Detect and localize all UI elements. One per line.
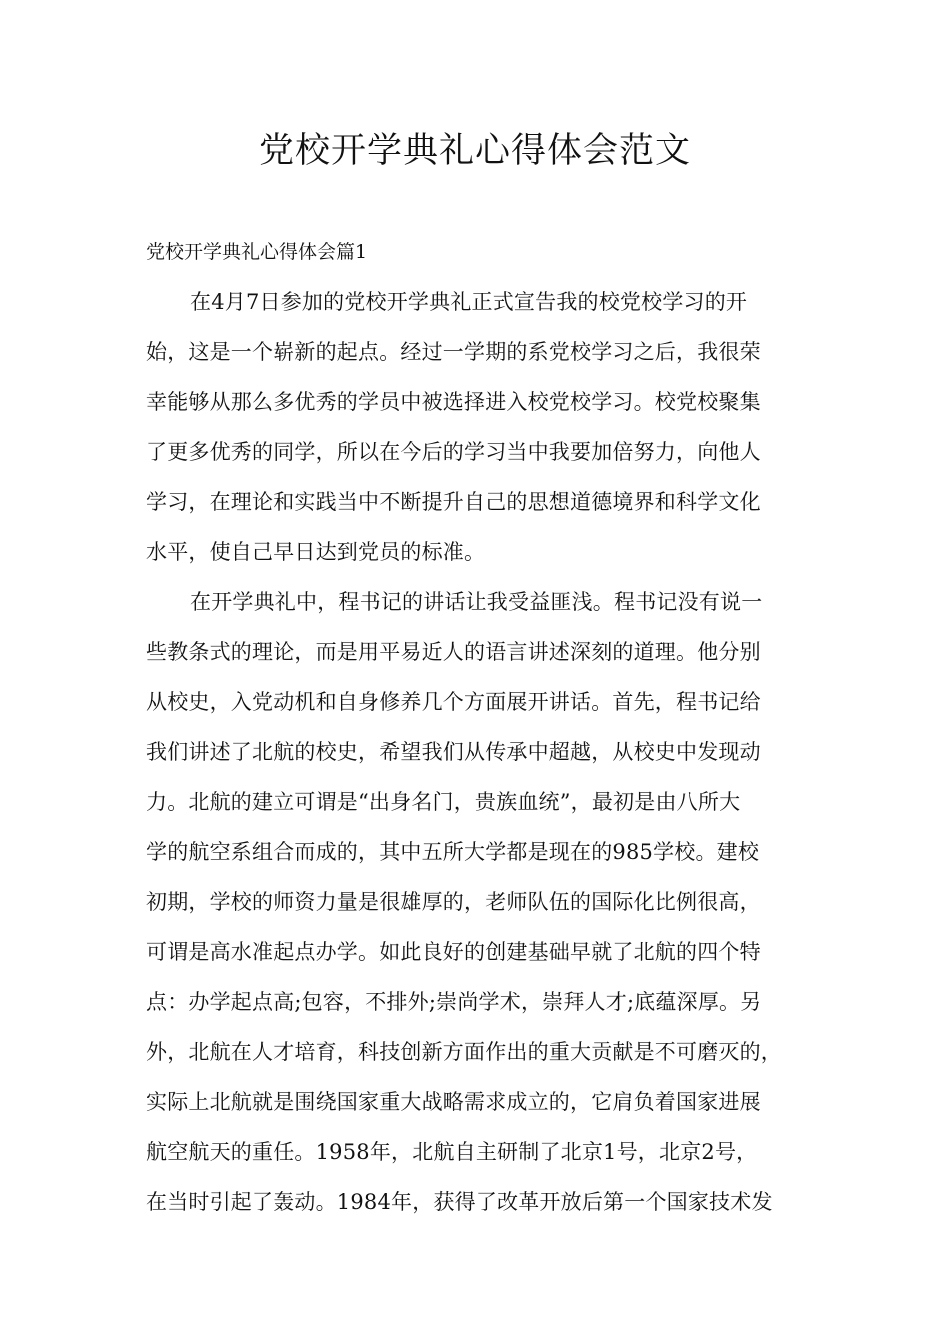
paragraph-1-line-4: 了更多优秀的同学，所以在今后的学习当中我要加倍努力，向他人 [146, 440, 761, 464]
paragraph-2-line-6: 学的航空系组合而成的，其中五所大学都是现在的985学校。建校 [146, 840, 760, 864]
paragraph-2-line-11: 实际上北航就是围绕国家重大战略需求成立的，它肩负着国家进展 [146, 1090, 761, 1114]
paragraph-2-line-5: 力。北航的建立可谓是“出身名门，贵族血统”，最初是由八所大 [146, 790, 741, 814]
paragraph-2-line-1: 在开学典礼中，程书记的讲话让我受益匪浅。程书记没有说一 [190, 590, 763, 614]
paragraph-1-line-6: 水平，使自己早日达到党员的标准。 [146, 540, 486, 564]
paragraph-2-line-8: 可谓是高水准起点办学。如此良好的创建基础早就了北航的四个特 [146, 940, 761, 964]
paragraph-1-line-1: 在4月7日参加的党校开学典礼正式宣告我的校党校学习的开 [190, 290, 748, 314]
paragraph-2-line-9: 点：办学起点高;包容，不排外;崇尚学术，崇拜人才;底蕴深厚。另 [146, 990, 762, 1014]
paragraph-2-line-3: 从校史，入党动机和自身修养几个方面展开讲话。首先，程书记给 [146, 690, 761, 714]
section-heading: 党校开学典礼心得体会篇1 [146, 241, 368, 263]
paragraph-1-line-3: 幸能够从那么多优秀的学员中被选择进入校党校学习。校党校聚集 [146, 390, 761, 414]
paragraph-2-line-4: 我们讲述了北航的校史，希望我们从传承中超越，从校史中发现动 [146, 740, 761, 764]
paragraph-2-line-10: 外，北航在人才培育，科技创新方面作出的重大贡献是不可磨灭的， [146, 1040, 782, 1064]
paragraph-2-line-13: 在当时引起了轰动。1984年，获得了改革开放后第一个国家技术发 [146, 1190, 773, 1214]
paragraph-2-line-12: 航空航天的重任。1958年，北航自主研制了北京1号，北京2号， [146, 1140, 758, 1164]
paragraph-2-line-2: 些教条式的理论，而是用平易近人的语言讲述深刻的道理。他分别 [146, 640, 761, 664]
paragraph-2-line-7: 初期，学校的师资力量是很雄厚的，老师队伍的国际化比例很高， [146, 890, 761, 914]
paragraph-1-line-5: 学习，在理论和实践当中不断提升自己的思想道德境界和科学文化 [146, 490, 761, 514]
document-title: 党校开学典礼心得体会范文 [258, 131, 691, 171]
paragraph-1-line-2: 始，这是一个崭新的起点。经过一学期的系党校学习之后，我很荣 [146, 340, 761, 364]
